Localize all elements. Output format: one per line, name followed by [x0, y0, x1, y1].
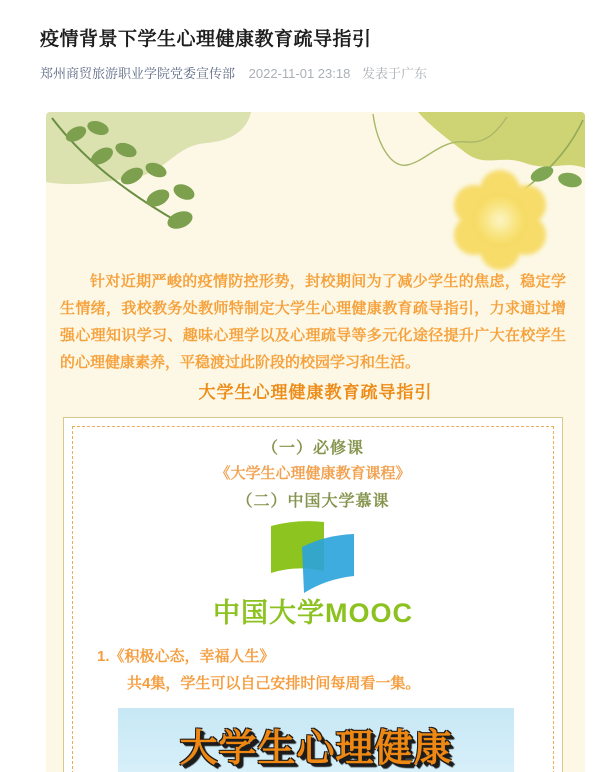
publish-time: 2022-11-01 23:18: [248, 66, 351, 81]
publish-location: 发表于广东: [361, 66, 427, 81]
wechat-article-page: [0, 28, 600, 772]
banner-title: 大学生心理健康: [179, 728, 453, 770]
account-name[interactable]: 郑州商贸旅游职业学院党委宣传部: [40, 66, 236, 81]
article-poster-card: [46, 112, 585, 772]
mooc-logo-text: 中国大学MOOC: [213, 598, 413, 628]
content-box: [63, 417, 563, 772]
item2-heading: （二）中国大学慕课: [236, 493, 390, 510]
article-byline: [40, 65, 560, 82]
course1-title: 1.《积极心态，幸福人生》: [97, 648, 275, 665]
course1-note: 共4集，学生可以自己安排时间每周看一集。: [127, 675, 421, 692]
intro-paragraph: 针对近期严峻的疫情防控形势，封校期间为了减少学生的焦虑，稳定学生情绪，我校教务处教师特制定大学生心理健康教育疏导指引，力求通过增强心理知识学习、趣味心理学以及心理疏导等多元化途径提升广大在校学生的心理健康素养，平稳渡过此阶段的校园学习和生活。: [60, 273, 566, 371]
item1-heading: （一）必修课: [261, 440, 364, 457]
item1-course-name: 《大学生心理健康教育课程》: [215, 465, 411, 482]
mooc-logo: [85, 521, 541, 628]
article-title: 疫情背景下学生心理健康教育疏导指引: [40, 29, 372, 50]
content-box-inner: [72, 426, 554, 772]
mooc-book-icon: [271, 521, 355, 593]
course-banner-image[interactable]: [118, 708, 514, 772]
section-heading: 大学生心理健康教育疏导指引: [198, 383, 433, 402]
